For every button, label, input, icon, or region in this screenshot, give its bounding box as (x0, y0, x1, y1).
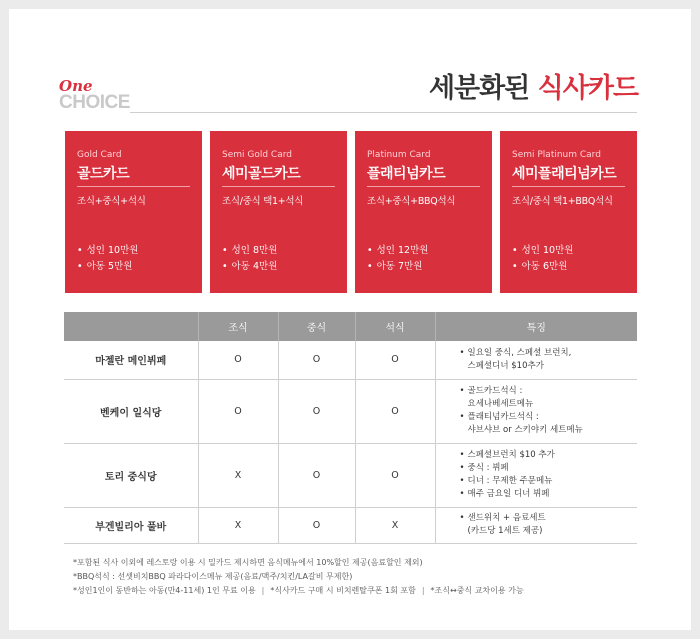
breakfast-cell: O (198, 379, 278, 443)
card-adult-price (222, 242, 277, 256)
card-en-name: Semi Gold Card (222, 150, 292, 160)
lunch-cell: O (278, 443, 355, 507)
header-cell-features: 특징 (435, 312, 637, 341)
card-en-name: Gold Card (77, 150, 122, 160)
bullet-icon: • (512, 245, 518, 256)
feature-item: 요세나베세트메뉴 (467, 399, 534, 409)
card-ko-name: 골드카드 (77, 166, 130, 182)
footnote-line: *포함된 식사 이외에 레스토랑 이용 시 밀카드 제시하면 음식메뉴에서 10%할인 제공(음료할인 제외) (73, 558, 423, 567)
footnote-separator: | (421, 586, 425, 595)
card-adult-price-text: 성인 10만원 (86, 245, 139, 256)
card-adult-price-text: 성인 10만원 (521, 245, 574, 256)
card-child-price-text: 아동 6만원 (521, 261, 568, 272)
one-choice-logo (59, 77, 129, 113)
card-divider (222, 186, 335, 187)
restaurant-name: 벤케이 일식당 (64, 379, 198, 443)
features-list (436, 347, 638, 373)
breakfast-cell: X (198, 507, 278, 543)
feature-item: 샤브샤브 or 스키야키 세트메뉴 (467, 425, 583, 435)
card-child-price (77, 258, 132, 272)
card-child-price (512, 258, 567, 272)
card-adult-price-text: 성인 8만원 (231, 245, 278, 256)
footnotes (73, 556, 524, 598)
card-child-price-text: 아동 5만원 (86, 261, 133, 272)
card-adult-price (77, 242, 138, 256)
card-platinum (355, 131, 492, 293)
table-header-row (64, 312, 637, 341)
card-child-price (222, 258, 277, 272)
features-cell (435, 379, 637, 443)
feature-item: • 샌드위치 + 음료세트 (460, 512, 638, 525)
dinner-cell: O (355, 443, 435, 507)
lunch-cell: O (278, 341, 355, 379)
card-ko-name: 세미골드카드 (222, 166, 301, 182)
features-list (436, 449, 638, 501)
card-divider (512, 186, 625, 187)
card-child-price (367, 258, 422, 272)
feature-item: • 매주 금요일 디너 뷔페 (460, 488, 638, 501)
card-meals: 조식+중식+BBQ석식 (367, 196, 456, 207)
feature-item: • 일요일 중식, 스페셜 브런치, (460, 347, 638, 360)
title-red-part: 식사카드 (537, 73, 638, 104)
feature-item: • 스페셜브런치 $10 추가 (460, 449, 638, 462)
bullet-icon: • (222, 261, 228, 272)
dinner-cell: O (355, 379, 435, 443)
bullet-icon: • (77, 245, 83, 256)
bullet-icon: • (512, 261, 518, 272)
card-adult-price (367, 242, 428, 256)
features-cell (435, 443, 637, 507)
bullet-icon: • (367, 245, 373, 256)
breakfast-cell: O (198, 341, 278, 379)
card-adult-price-text: 성인 12만원 (376, 245, 429, 256)
footnote-line (73, 584, 524, 598)
footnote-segment: *조식↔중식 교차이용 가능 (430, 586, 524, 595)
card-meals: 조식/중식 택1+석식 (222, 196, 304, 207)
card-divider (367, 186, 480, 187)
card-semi-gold (210, 131, 347, 293)
lunch-cell: O (278, 379, 355, 443)
title-dark-part: 세분화된 (428, 73, 530, 104)
restaurant-name: 부겐빌리아 풀바 (64, 507, 198, 543)
table-row (64, 379, 637, 443)
bullet-icon: • (367, 261, 373, 272)
feature-item: (카드당 1세트 제공) (467, 526, 543, 536)
card-child-price-text: 아동 4만원 (231, 261, 278, 272)
logo-one-text: One (59, 77, 93, 95)
card-meals: 조식/중식 택1+BBQ석식 (512, 196, 613, 207)
feature-item: • 골드카드석식 : (460, 385, 638, 398)
table-row (64, 507, 637, 543)
feature-item: 스페셜디너 $10추가 (467, 360, 544, 371)
header-cell-dinner: 석식 (355, 312, 435, 341)
footnote-separator: | (261, 586, 265, 595)
card-semi-platinum (500, 131, 637, 293)
logo-choice-text: CHOICE (59, 92, 130, 113)
footnote-segment: *성인1인이 동반하는 아동(만4-11세) 1인 무료 이용 (73, 586, 256, 595)
card-en-name: Platinum Card (367, 150, 431, 160)
feature-item: • 디너 : 무제한 주문메뉴 (460, 475, 638, 488)
footnote-segment: *식사카드 구매 시 비치렌탈쿠폰 1회 포함 (270, 586, 416, 595)
card-divider (77, 186, 190, 187)
card-en-name: Semi Platinum Card (512, 150, 601, 160)
card-gold (65, 131, 202, 293)
header-divider (130, 112, 637, 113)
card-ko-name: 세미플래티넘카드 (512, 166, 617, 182)
card-adult-price (512, 242, 573, 256)
page-title (429, 66, 638, 105)
header-cell-restaurant (64, 312, 198, 341)
card-meals: 조식+중식+석식 (77, 196, 146, 207)
features-cell (435, 341, 637, 379)
table-row (64, 341, 637, 379)
restaurant-table (64, 312, 637, 544)
header-cell-lunch: 중식 (278, 312, 355, 341)
footnote-line: *BBQ석식 : 선셋비치BBQ 파라다이스메뉴 제공(음료/맥주/치킨/LA갈비 무제한) (73, 572, 353, 581)
features-cell (435, 507, 637, 543)
lunch-cell: O (278, 507, 355, 543)
card-ko-name: 플래티넘카드 (367, 166, 446, 182)
bullet-icon: • (222, 245, 228, 256)
restaurant-name: 마젤란 메인뷔페 (64, 341, 198, 379)
breakfast-cell: X (198, 443, 278, 507)
bullet-icon: • (77, 261, 83, 272)
dinner-cell: O (355, 341, 435, 379)
dinner-cell: X (355, 507, 435, 543)
card-child-price-text: 아동 7만원 (376, 261, 423, 272)
feature-item: • 플래티넘카드석식 : (460, 411, 638, 424)
features-list (436, 512, 638, 538)
restaurant-name: 토리 중식당 (64, 443, 198, 507)
table-row (64, 443, 637, 507)
header-cell-breakfast: 조식 (198, 312, 278, 341)
features-list (436, 385, 638, 437)
feature-item: • 중식 : 뷔페 (460, 462, 638, 475)
